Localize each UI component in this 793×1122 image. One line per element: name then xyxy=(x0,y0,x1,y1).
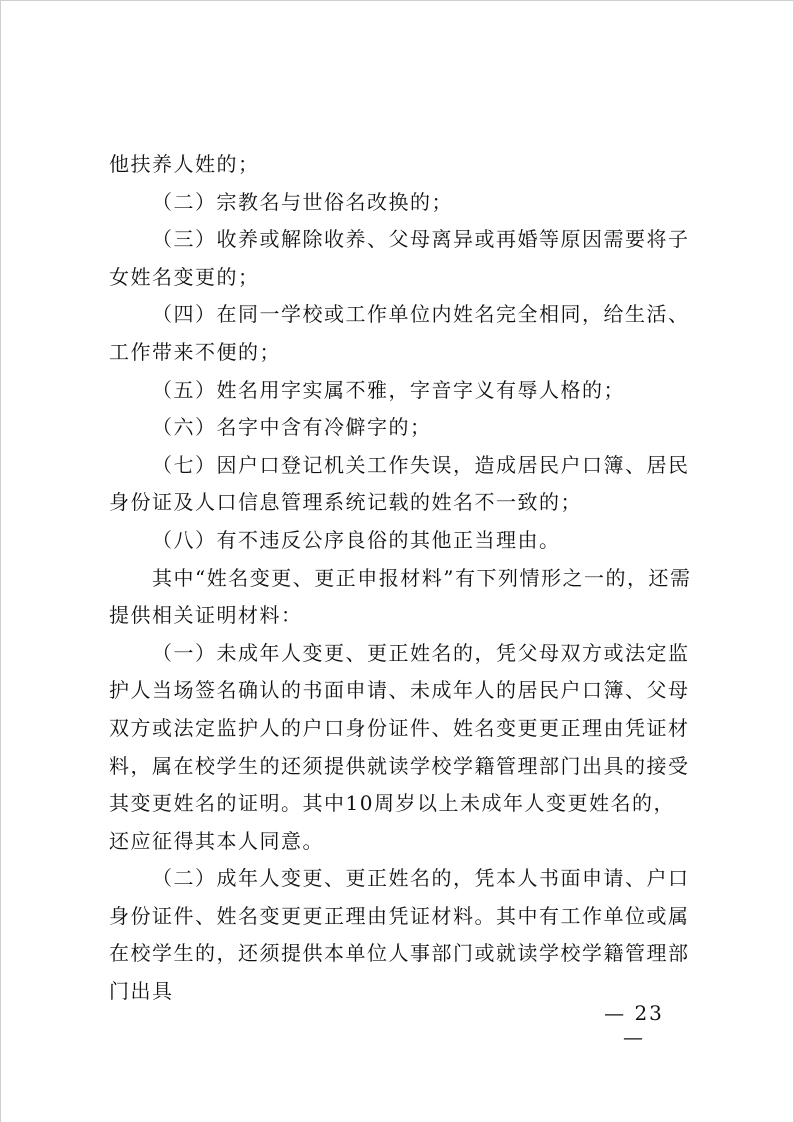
paragraph-4: （五）姓名用字实属不雅，字音字义有辱人格的； xyxy=(152,377,625,402)
paragraph-3: （四）在同一学校或工作单位内姓名完全相同，给生活、工作带来不便的； xyxy=(109,302,690,364)
paragraph-2: （三）收养或解除收养、父母离异或再婚等原因需要将子女姓名变更的； xyxy=(109,227,690,289)
paragraph-7: （八）有不违反公序良俗的其他正当理由。 xyxy=(152,527,561,552)
paragraph-10: （二）成年人变更、更正姓名的，凭本人书面申请、户口身份证件、姓名变更更正理由凭证材料。其中有工作单位或属在校学生的，还须提供本单位人事部门或就读学校学籍管理部门出具 xyxy=(109,866,690,1004)
paragraph-8: 其中“姓名变更、更正申报材料”有下列情形之一的，还需提供相关证明材料： xyxy=(109,565,692,628)
paragraph-1: （二）宗教名与世俗名改换的； xyxy=(152,189,453,214)
paragraph-6: （七）因户口登记机关工作失误，造成居民户口簿、居民身份证及人口信息管理系统记载的姓名不一致的； xyxy=(109,452,690,515)
paragraph-0: 他扶养人姓的； xyxy=(109,152,260,176)
paragraph-5: （六）名字中含有冷僻字的； xyxy=(152,415,432,440)
page-number: — 23 — xyxy=(604,1001,664,1049)
paragraph-9: （一）未成年人变更、更正姓名的，凭父母双方或法定监护人当场签名确认的书面申请、未成年人的居民户口簿、父母双方或法定监护人的户口身份证件、姓名变更更正理由凭证材料，属在校学生的还须提供就读学校学籍管理部门出具的接受其变更姓名的证明。其中10周岁以上未成年人变更姓名的，还应征得其本人同意。 xyxy=(109,640,690,853)
document-body xyxy=(109,146,694,1011)
